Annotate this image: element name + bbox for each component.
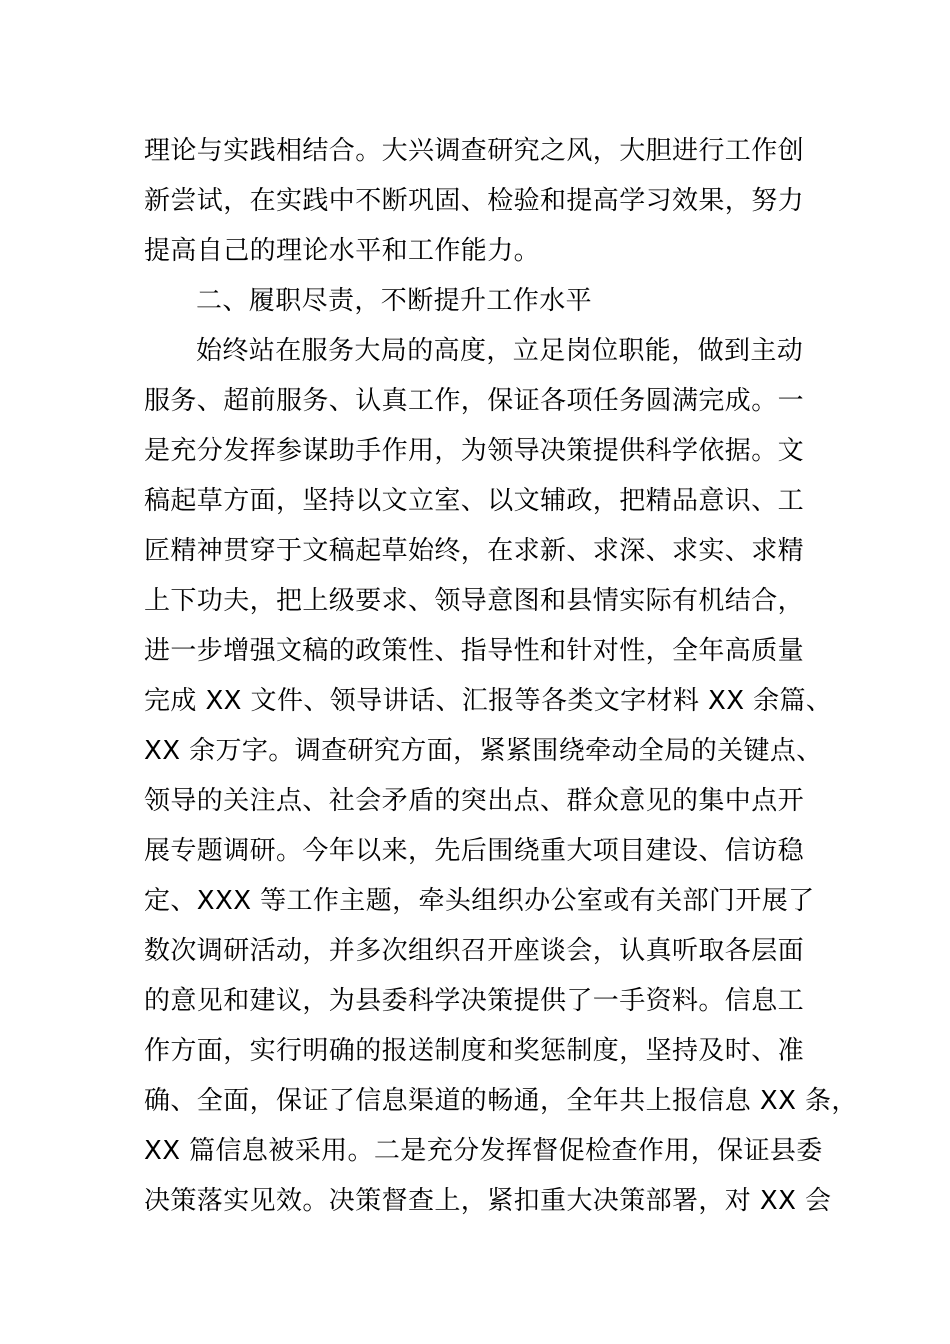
paragraph-line: 进一步增强文稿的政策性、指导性和针对性，全年高质量 xyxy=(144,636,805,666)
document-body xyxy=(144,126,858,1226)
paragraph-line: 展专题调研。今年以来，先后围绕重大项目建设、信访稳 xyxy=(144,836,805,866)
paragraph-line: 决策落实见效。决策督查上，紧扣重大决策部署，对 XX 会 xyxy=(144,1186,832,1216)
paragraph-line: 理论与实践相结合。大兴调查研究之风，大胆进行工作创 xyxy=(144,136,805,166)
paragraph-line: 稿起草方面，坚持以文立室、以文辅政，把精品意识、工 xyxy=(144,486,805,516)
paragraph-line: 作方面，实行明确的报送制度和奖惩制度，坚持及时、准 xyxy=(144,1036,805,1066)
paragraph-line: 定、XXX 等工作主题，牵头组织办公室或有关部门开展了 xyxy=(144,886,815,916)
paragraph-line: 服务、超前服务、认真工作，保证各项任务圆满完成。一 xyxy=(144,386,805,416)
paragraph-line: XX 余万字。调查研究方面，紧紧围绕牵动全局的关键点、 xyxy=(144,736,823,766)
paragraph-line: 匠精神贯穿于文稿起草始终，在求新、求深、求实、求精 xyxy=(144,536,805,566)
paragraph-line: 提高自己的理论水平和工作能力。 xyxy=(144,236,541,266)
paragraph-line: 上下功夫，把上级要求、领导意图和县情实际有机结合， xyxy=(144,586,805,616)
paragraph-line: 确、全面，保证了信息渠道的畅通，全年共上报信息 XX 条， xyxy=(144,1086,858,1116)
paragraph-line: 完成 XX 文件、领导讲话、汇报等各类文字材料 XX 余篇、 xyxy=(144,686,833,716)
section-heading: 二、履职尽责，不断提升工作水平 xyxy=(196,286,593,316)
paragraph-line: 领导的关注点、社会矛盾的突出点、群众意见的集中点开 xyxy=(144,786,805,816)
paragraph-line: 是充分发挥参谋助手作用，为领导决策提供科学依据。文 xyxy=(144,436,805,466)
paragraph-line: 的意见和建议，为县委科学决策提供了一手资料。信息工 xyxy=(144,986,805,1016)
paragraph-line: 新尝试，在实践中不断巩固、检验和提高学习效果，努力 xyxy=(144,186,805,216)
paragraph-line: 数次调研活动，并多次组织召开座谈会，认真听取各层面 xyxy=(144,936,805,966)
paragraph-line: 始终站在服务大局的高度，立足岗位职能，做到主动 xyxy=(196,336,804,366)
paragraph-line: XX 篇信息被采用。二是充分发挥督促检查作用，保证县委 xyxy=(144,1136,823,1166)
